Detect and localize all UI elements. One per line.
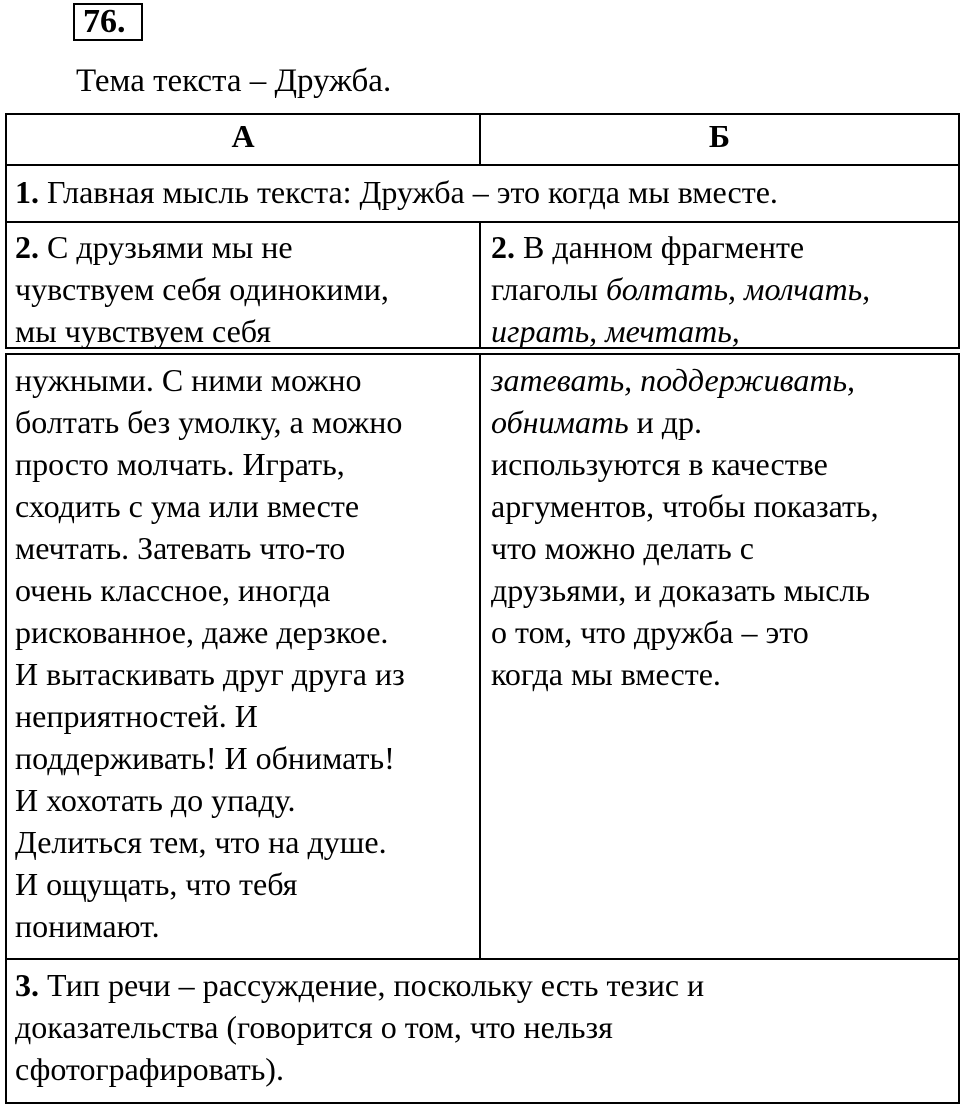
text-line: понимают. bbox=[15, 908, 160, 944]
row2-left-line: мы чувствуем себя bbox=[15, 313, 271, 349]
row2-left-cell bbox=[15, 226, 389, 352]
text-line: доказательства (говорится о том, что нельзя bbox=[15, 1009, 613, 1045]
text-line: неприятностей. И bbox=[15, 698, 258, 734]
row3-number: 3. bbox=[15, 967, 39, 1003]
row1-divider bbox=[5, 221, 960, 223]
text-line: И вытаскивать друг друга из bbox=[15, 656, 405, 692]
text-line: обнимать и др. bbox=[491, 404, 703, 440]
row1-number: 1. bbox=[15, 174, 39, 210]
text-line: рискованное, даже дерзкое. bbox=[15, 614, 389, 650]
text-line: что можно делать с bbox=[491, 530, 754, 566]
text-line: друзьями, и доказать мысль bbox=[491, 572, 870, 608]
row2-right-line: 2. В данном фрагменте bbox=[491, 229, 805, 265]
text-line: 3. Тип речи – рассуждение, поскольку есть тезис и bbox=[15, 967, 705, 1003]
text-line: просто молчать. Играть, bbox=[15, 446, 345, 482]
continuation-right-cell bbox=[491, 359, 879, 695]
row2-right-cell bbox=[491, 226, 870, 352]
text-line: сходить с ума или вместе bbox=[15, 488, 360, 524]
row2-left-line: 2. С друзьями мы не bbox=[15, 229, 293, 265]
text-line: И ощущать, что тебя bbox=[15, 866, 298, 902]
row2-right-line: глаголы болтать, молчать, bbox=[491, 271, 871, 307]
exercise-number: 76. bbox=[73, 3, 143, 41]
text-line: затевать, поддерживать, bbox=[491, 362, 855, 398]
row3-divider bbox=[5, 958, 960, 960]
continuation-left-cell bbox=[15, 359, 405, 947]
text-line: сфотографировать). bbox=[15, 1051, 284, 1087]
text-line: о том, что дружба – это bbox=[491, 614, 809, 650]
text-line: нужными. С ними можно bbox=[15, 362, 362, 398]
text-line: когда мы вместе. bbox=[491, 656, 721, 692]
column-divider-lower bbox=[479, 353, 481, 960]
text-line: очень классное, иногда bbox=[15, 572, 331, 608]
row2-left-number: 2. bbox=[15, 229, 39, 265]
row3-speech-type bbox=[15, 964, 704, 1090]
text-line: аргументов, чтобы показать, bbox=[491, 488, 879, 524]
text-line: болтать без умолку, а можно bbox=[15, 404, 403, 440]
header-divider bbox=[5, 164, 960, 166]
column-header-a: А bbox=[231, 118, 255, 154]
topic-line: Тема текста – Дружба. bbox=[76, 63, 392, 99]
column-divider-upper-b bbox=[479, 221, 481, 349]
text-line: Делиться тем, что на душе. bbox=[15, 824, 387, 860]
row2-right-line: играть, мечтать, bbox=[491, 313, 740, 349]
row2-left-line: чувствуем себя одинокими, bbox=[15, 271, 389, 307]
row1-main-idea bbox=[15, 171, 778, 213]
text-line: И хохотать до упаду. bbox=[15, 782, 296, 818]
row1-text: Главная мысль текста: Дружба – это когда мы вместе. bbox=[39, 174, 778, 210]
text-line: мечтать. Затевать что-то bbox=[15, 530, 346, 566]
column-header-b: Б bbox=[708, 118, 731, 154]
text-line: поддерживать! И обнимать! bbox=[15, 740, 395, 776]
text-line: используются в качестве bbox=[491, 446, 828, 482]
row2-right-number: 2. bbox=[491, 229, 515, 265]
